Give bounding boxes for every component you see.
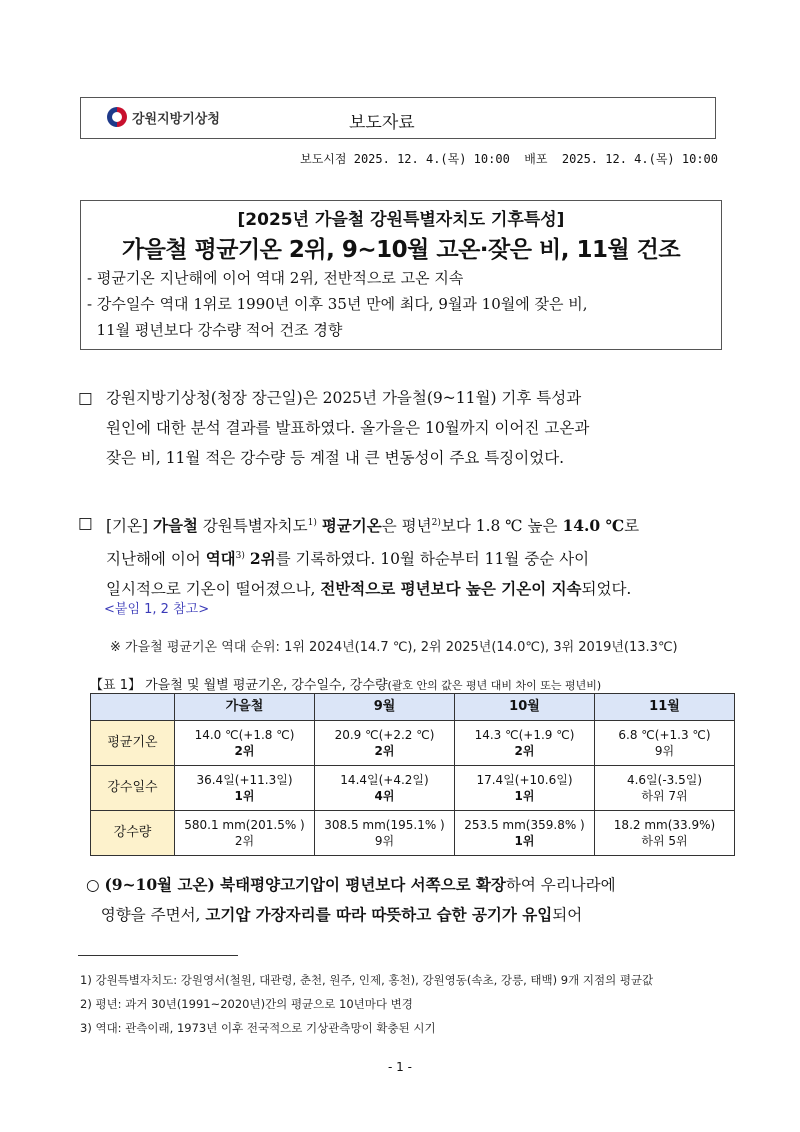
- distribution-label: 배포: [524, 152, 548, 166]
- cell-value: 18.2 mm(33.9%): [613, 818, 716, 832]
- headline: 가을철 평균기온 2위, 9∼10월 고온·잦은 비, 11월 건조: [121, 237, 681, 263]
- table-cell: [455, 766, 595, 811]
- cell-rank: 1위: [514, 834, 535, 848]
- footnote: 2) 평년: 과거 30년(1991~2020년)간의 평균으로 10년마다 변경: [80, 997, 413, 1011]
- rich-lines: [106, 383, 589, 473]
- cell-rank: 9위: [654, 744, 675, 758]
- box-marker: □: [78, 389, 93, 407]
- text-line: [106, 443, 589, 473]
- agency-logo: [107, 107, 220, 127]
- cell-value: 580.1 mm(201.5% ): [184, 818, 305, 832]
- table-header-cell: 9월: [315, 694, 455, 721]
- bold-text: 고기압 가장자리를 따라 따뜻하고 습한 공기가 유입: [205, 905, 553, 924]
- cell-value: 308.5 mm(195.1% ): [324, 818, 445, 832]
- text-line: [86, 870, 616, 900]
- text-line: [106, 541, 639, 574]
- climate-table: [90, 693, 735, 856]
- cell-rank: 1위: [234, 789, 255, 803]
- ranking-note: ※ 가을철 평균기온 역대 순위: 1위 2024년(14.7 ℃), 2위 2025년(14.0℃), 3위 2019년(13.3℃): [110, 640, 678, 655]
- table-header-cell: 11월: [595, 694, 735, 721]
- text-segment: 지난해에 이어: [106, 550, 206, 569]
- cell-value: 14.3 ℃(+1.9 ℃): [474, 728, 575, 742]
- text-segment: 강원특별자치도: [197, 517, 308, 536]
- table-cell: [175, 721, 315, 766]
- footnote: 3) 역대: 관측이래, 1973년 이후 전국적으로 기상관측망이 확충된 시기: [80, 1021, 436, 1035]
- table-header-cell: 10월: [455, 694, 595, 721]
- table-cell: [595, 721, 735, 766]
- cell-rank: 4위: [374, 789, 395, 803]
- text-line: [106, 508, 639, 541]
- text-segment: 보다 1.8 ℃ 높은: [440, 517, 563, 536]
- text-segment: 로: [624, 517, 640, 536]
- text-line: [106, 383, 589, 413]
- text-segment: [기온]: [106, 517, 153, 536]
- bold-text: 평균기온: [321, 516, 382, 536]
- summary-bullet: - 강수일수 역대 1위로 1990년 이후 35년 만에 최다, 9월과 10월에 잦은 비,: [87, 295, 588, 313]
- text-segment: 하여 우리나라에: [505, 876, 616, 894]
- release-time: 2025. 12. 4.(목) 10:00: [353, 152, 510, 166]
- footnote-ref: 2): [431, 518, 441, 528]
- table-header-cell: [91, 694, 175, 721]
- cell-rank: 9위: [374, 834, 395, 848]
- box-marker: □: [78, 514, 93, 532]
- cell-value: 4.6일(-3.5일): [626, 773, 703, 787]
- bold-text: 14.0 ℃: [562, 516, 625, 536]
- rich-lines: [106, 508, 639, 604]
- text-segment: 은 평년: [381, 517, 432, 536]
- footnote-divider: [78, 955, 238, 956]
- table-cell: [315, 721, 455, 766]
- cell-value: 6.8 ℃(+1.3 ℃): [618, 728, 711, 742]
- cell-rank: 2위: [234, 744, 255, 758]
- cell-rank: 하위 7위: [641, 789, 688, 803]
- cell-value: 253.5 mm(359.8% ): [464, 818, 585, 832]
- table-header-cell: 가을철: [175, 694, 315, 721]
- doc-type: 보도자료: [349, 113, 415, 133]
- row-header: 평균기온: [91, 721, 175, 766]
- cell-value: 36.4일(+11.3일): [196, 773, 293, 787]
- text-segment: 원인에 대한 분석 결과를 발표하였다. 올가을은 10월까지 이어진 고온과: [106, 419, 590, 437]
- cell-value: 14.0 ℃(+1.8 ℃): [194, 728, 295, 742]
- press-header: [80, 97, 716, 139]
- table-row: [91, 811, 735, 856]
- text-segment: 되어: [552, 906, 583, 924]
- text-segment: ○: [86, 876, 105, 894]
- table-cell: [175, 811, 315, 856]
- paragraph-cause: [86, 870, 616, 930]
- summary-bullet: - 평균기온 지난해에 이어 역대 2위, 전반적으로 고온 지속: [87, 269, 464, 287]
- summary-bullet: 11월 평년보다 강수량 적어 건조 경향: [87, 321, 343, 339]
- text-segment: 잦은 비, 11월 적은 강수량 등 계절 내 큰 변동성이 주요 특징이었다.: [106, 449, 565, 467]
- cell-rank: 2위: [374, 744, 395, 758]
- row-header: 강수량: [91, 811, 175, 856]
- cell-rank: 하위 5위: [641, 834, 688, 848]
- cell-value: 20.9 ℃(+2.2 ℃): [334, 728, 435, 742]
- footnote-ref: 3): [235, 551, 245, 562]
- table-caption-title: 【표 1】 가을철 및 월별 평균기온, 강수일수, 강수량: [90, 678, 388, 693]
- table-cell: [595, 766, 735, 811]
- bold-text: 2위: [249, 549, 276, 569]
- text-segment: 되었다.: [581, 580, 632, 599]
- text-segment: 를 기록하였다. 10월 하순부터 11월 중순 사이: [275, 550, 590, 569]
- table-caption-note: (괄호 안의 값은 평년 대비 차이 또는 평년비): [387, 679, 602, 692]
- bold-text: 가을철: [152, 516, 198, 536]
- text-segment: 영향을 주면서,: [86, 906, 206, 924]
- paragraph-intro: [78, 383, 718, 473]
- kma-emblem-icon: [107, 107, 127, 127]
- table-cell: [175, 766, 315, 811]
- text-line: [86, 900, 616, 930]
- appendix-reference-link[interactable]: <붙임 1, 2 참고>: [104, 602, 210, 617]
- table-cell: [315, 811, 455, 856]
- cell-rank: 2위: [514, 744, 535, 758]
- table-cell: [455, 811, 595, 856]
- text-segment: 강원지방기상청(청장 장근일)은 2025년 가을철(9~11월) 기후 특성과: [106, 389, 582, 407]
- cell-value: 17.4일(+10.6일): [476, 773, 573, 787]
- table-cell: [315, 766, 455, 811]
- paragraph-temperature: [78, 508, 718, 604]
- title-box: [80, 200, 722, 350]
- row-header: 강수일수: [91, 766, 175, 811]
- table-row: [91, 766, 735, 811]
- text-line: [106, 413, 589, 443]
- cell-value: 14.4일(+4.2일): [340, 773, 429, 787]
- bold-text: 전반적으로 평년보다 높은 기온이 지속: [320, 579, 582, 599]
- release-label: 보도시점: [300, 152, 347, 166]
- cell-rank: 1위: [514, 789, 535, 803]
- rich-lines: [86, 870, 616, 930]
- footnote: 1) 강원특별자치도: 강원영서(철원, 대관령, 춘천, 원주, 인제, 홍천), 강원영동(속초, 강릉, 태백) 9개 지점의 평균값: [80, 973, 654, 987]
- page-number: - 1 -: [388, 1060, 412, 1074]
- subtitle: [2025년 가을철 강원특별자치도 기후특성]: [237, 210, 565, 230]
- table-row: [91, 721, 735, 766]
- agency-name: 강원지방기상청: [132, 111, 220, 127]
- bold-text: 역대: [205, 549, 236, 569]
- bold-text: (9~10월 고온) 북태평양고기압이 평년보다 서쪽으로 확장: [104, 875, 506, 894]
- table-cell: [595, 811, 735, 856]
- table-cell: [455, 721, 595, 766]
- text-segment: 일시적으로 기온이 떨어졌으나,: [106, 580, 321, 599]
- table-header-row: [91, 694, 735, 721]
- footnote-ref: 1): [307, 518, 317, 528]
- table-caption: [90, 674, 601, 693]
- release-info: [300, 150, 718, 167]
- distribution-time: 2025. 12. 4.(목) 10:00: [561, 152, 718, 166]
- cell-rank: 2위: [234, 834, 255, 848]
